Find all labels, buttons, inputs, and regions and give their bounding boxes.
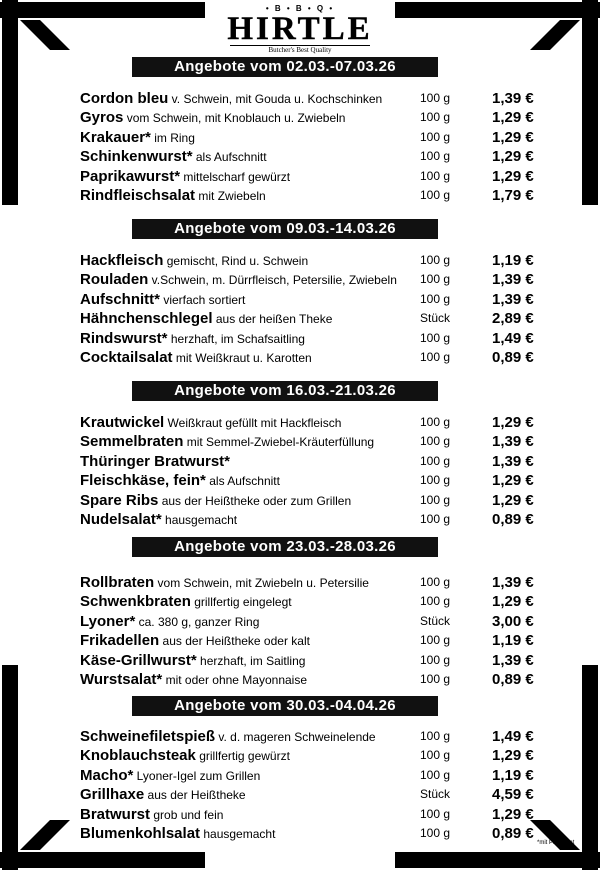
product-name: Wurstsalat* (80, 671, 163, 688)
footnote: *mit Phosphat (537, 840, 575, 846)
section-heading: Angebote vom 02.03.-07.03.26 (132, 57, 438, 77)
product-description: aus der Heißtheke oder kalt (159, 634, 310, 649)
product-unit: 100 g (420, 453, 451, 468)
product-name: Blumenkohlsalat (80, 825, 201, 842)
product-name: Rollbraten (80, 574, 155, 591)
product-name: Gyros (80, 109, 124, 127)
product-price: 1,19 € (492, 766, 534, 784)
offer-row (80, 348, 550, 367)
product-price: 0,89 € (492, 511, 534, 528)
product-price: 1,39 € (492, 90, 534, 107)
product-unit: 100 g (420, 767, 451, 782)
product-price: 4,59 € (492, 786, 534, 804)
product-price: 1,19 € (492, 632, 534, 650)
product-price: 1,39 € (492, 433, 534, 451)
product-description: herzhaft, im Schafsaitling (167, 331, 305, 346)
product-description: vom Schwein, mit Knoblauch u. Zwiebeln (123, 111, 346, 126)
product-price: 1,79 € (492, 187, 534, 204)
section-heading: Angebote vom 30.03.-04.04.26 (132, 696, 438, 716)
product-description: mit oder ohne Mayonnaise (162, 673, 308, 687)
product-name: Rindswurst* (80, 329, 168, 347)
product-description: ca. 380 g, ganzer Ring (135, 614, 260, 629)
product-description: v. d. mageren Schweinelende (215, 730, 376, 744)
product-unit: 100 g (420, 594, 451, 609)
product-description: mit Weißkraut u. Karotten (172, 351, 312, 365)
product-price: 1,49 € (492, 728, 534, 745)
product-description: grillfertig eingelegt (190, 595, 292, 610)
product-unit: 100 g (420, 415, 451, 429)
offer-row (80, 824, 550, 843)
product-name: Grillhaxe (80, 786, 145, 804)
offer-row (80, 452, 550, 471)
product-name: Knoblauchsteak (80, 747, 196, 765)
section-heading: Angebote vom 09.03.-14.03.26 (132, 219, 438, 239)
product-unit: 100 g (420, 129, 451, 144)
product-unit: 100 g (420, 110, 451, 125)
product-price: 1,29 € (492, 472, 534, 490)
product-price: 1,29 € (492, 109, 534, 127)
section-heading: Angebote vom 16.03.-21.03.26 (132, 381, 438, 401)
product-description: hausgemacht (200, 827, 276, 841)
logo-bbq: • B • B • Q • (265, 4, 335, 13)
offer-row (80, 251, 550, 270)
product-name: Aufschnitt* (80, 290, 160, 308)
product-description: aus der Heißtheke oder zum Grillen (158, 493, 352, 508)
product-unit: 100 g (420, 272, 451, 287)
product-description: als Aufschnitt (205, 474, 280, 489)
offer-row (80, 651, 550, 670)
product-price: 1,29 € (492, 805, 534, 823)
offer-row (80, 432, 550, 451)
offer-row (80, 186, 550, 205)
product-unit: 100 g (420, 672, 451, 686)
product-price: 1,29 € (492, 148, 534, 166)
product-description: mit Semmel-Zwiebel-Kräuterfüllung (183, 435, 375, 450)
brand-logo (218, 4, 382, 52)
offer-row (80, 290, 550, 309)
offer-row (80, 727, 550, 746)
product-unit: 100 g (420, 350, 451, 364)
product-price: 1,29 € (492, 593, 534, 611)
offer-row (80, 167, 550, 186)
product-unit: Stück (420, 787, 451, 802)
product-name: Hackfleisch (80, 252, 164, 269)
offer-row (80, 573, 550, 592)
product-price: 2,89 € (492, 310, 534, 328)
offer-row (80, 670, 550, 689)
product-price: 0,89 € (492, 349, 534, 366)
product-description: vierfach sortiert (160, 292, 246, 307)
product-unit: 100 g (420, 91, 451, 105)
product-unit: 100 g (420, 826, 451, 840)
product-unit: 100 g (420, 633, 451, 648)
product-price: 3,00 € (492, 612, 534, 630)
product-name: Schinkenwurst* (80, 148, 193, 166)
product-name: Schwenkbraten (80, 593, 191, 611)
product-description: im Ring (150, 130, 195, 145)
product-price: 1,39 € (492, 271, 534, 289)
product-price: 1,29 € (492, 491, 534, 509)
product-description: v. Schwein, mit Gouda u. Kochschinken (168, 92, 383, 106)
product-name: Thüringer Bratwurst* (80, 452, 231, 470)
product-unit: 100 g (420, 512, 451, 526)
product-name: Käse-Grillwurst* (80, 651, 197, 669)
product-description: Lyoner-Igel zum Grillen (133, 768, 261, 783)
section-heading: Angebote vom 23.03.-28.03.26 (132, 537, 438, 557)
offer-row (80, 147, 550, 166)
product-unit: 100 g (420, 434, 451, 449)
product-unit: 100 g (420, 168, 451, 183)
product-name: Krautwickel (80, 414, 165, 431)
product-price: 1,39 € (492, 290, 534, 308)
product-unit: 100 g (420, 806, 451, 821)
offer-row (80, 309, 550, 328)
product-price: 1,29 € (492, 167, 534, 185)
logo-tagline: Butcher's Best Quality (230, 45, 370, 54)
product-unit: 100 g (420, 330, 451, 345)
product-price: 1,49 € (492, 329, 534, 347)
product-description: herzhaft, im Saitling (196, 653, 306, 668)
product-name: Frikadellen (80, 632, 160, 650)
product-description: Weißkraut gefüllt mit Hackfleisch (164, 416, 342, 430)
offer-row (80, 766, 550, 785)
offer-row (80, 108, 550, 127)
product-price: 0,89 € (492, 825, 534, 842)
product-unit: 100 g (420, 652, 451, 667)
product-unit: 100 g (420, 253, 451, 267)
offer-row (80, 592, 550, 611)
product-name: Bratwurst (80, 805, 151, 823)
product-name: Fleischkäse, fein* (80, 472, 206, 490)
offer-row (80, 329, 550, 348)
product-name: Semmelbraten (80, 433, 184, 451)
product-name: Hähnchenschlegel (80, 310, 213, 328)
product-name: Spare Ribs (80, 491, 159, 509)
offer-row (80, 89, 550, 108)
product-name: Rindfleischsalat (80, 187, 196, 204)
product-price: 1,29 € (492, 747, 534, 765)
product-unit: 100 g (420, 729, 451, 743)
offer-row (80, 471, 550, 490)
product-name: Cordon bleu (80, 90, 169, 107)
product-price: 1,19 € (492, 252, 534, 269)
product-price: 1,29 € (492, 128, 534, 146)
product-unit: 100 g (420, 188, 451, 202)
product-name: Nudelsalat* (80, 511, 162, 528)
product-price: 1,39 € (492, 574, 534, 591)
product-description: vom Schwein, mit Zwiebeln u. Petersilie (154, 576, 369, 590)
product-description: aus der Heißtheke (144, 788, 246, 803)
product-price: 1,29 € (492, 414, 534, 431)
product-description: mittelscharf gewürzt (180, 169, 291, 184)
product-unit: 100 g (420, 575, 451, 589)
product-name: Schweinefiletspieß (80, 728, 216, 745)
offer-row (80, 746, 550, 765)
product-description: aus der heißen Theke (212, 312, 333, 327)
product-unit: 100 g (420, 748, 451, 763)
product-unit: Stück (420, 613, 451, 628)
offer-row (80, 805, 550, 824)
product-description: als Aufschnitt (192, 150, 267, 165)
product-unit: 100 g (420, 473, 451, 488)
product-description: mit Zwiebeln (195, 189, 266, 203)
product-description: hausgemacht (161, 513, 238, 527)
product-price: 1,39 € (492, 651, 534, 669)
offer-row (80, 612, 550, 631)
offer-row (80, 785, 550, 804)
product-description: grillfertig gewürzt (195, 749, 290, 764)
product-name: Lyoner* (80, 612, 136, 630)
product-description: gemischt, Rind u. Schwein (163, 254, 309, 268)
product-unit: 100 g (420, 291, 451, 306)
product-description: grob und fein (150, 807, 224, 822)
product-name: Cocktailsalat (80, 349, 173, 366)
product-name: Paprikawurst* (80, 167, 181, 185)
product-unit: Stück (420, 311, 451, 326)
product-name: Krakauer* (80, 128, 151, 146)
product-name: Rouladen (80, 271, 149, 289)
product-price: 1,39 € (492, 452, 534, 470)
offer-row (80, 631, 550, 650)
logo-name: HIRTLE (227, 11, 373, 47)
product-name: Macho* (80, 766, 134, 784)
product-price: 0,89 € (492, 671, 534, 688)
offer-row (80, 491, 550, 510)
offer-row (80, 510, 550, 529)
product-description: v.Schwein, m. Dürrfleisch, Petersilie, Zwiebeln (148, 273, 397, 288)
product-unit: 100 g (420, 149, 451, 164)
product-unit: 100 g (420, 492, 451, 507)
offer-row (80, 413, 550, 432)
offer-row (80, 270, 550, 289)
offer-row (80, 128, 550, 147)
